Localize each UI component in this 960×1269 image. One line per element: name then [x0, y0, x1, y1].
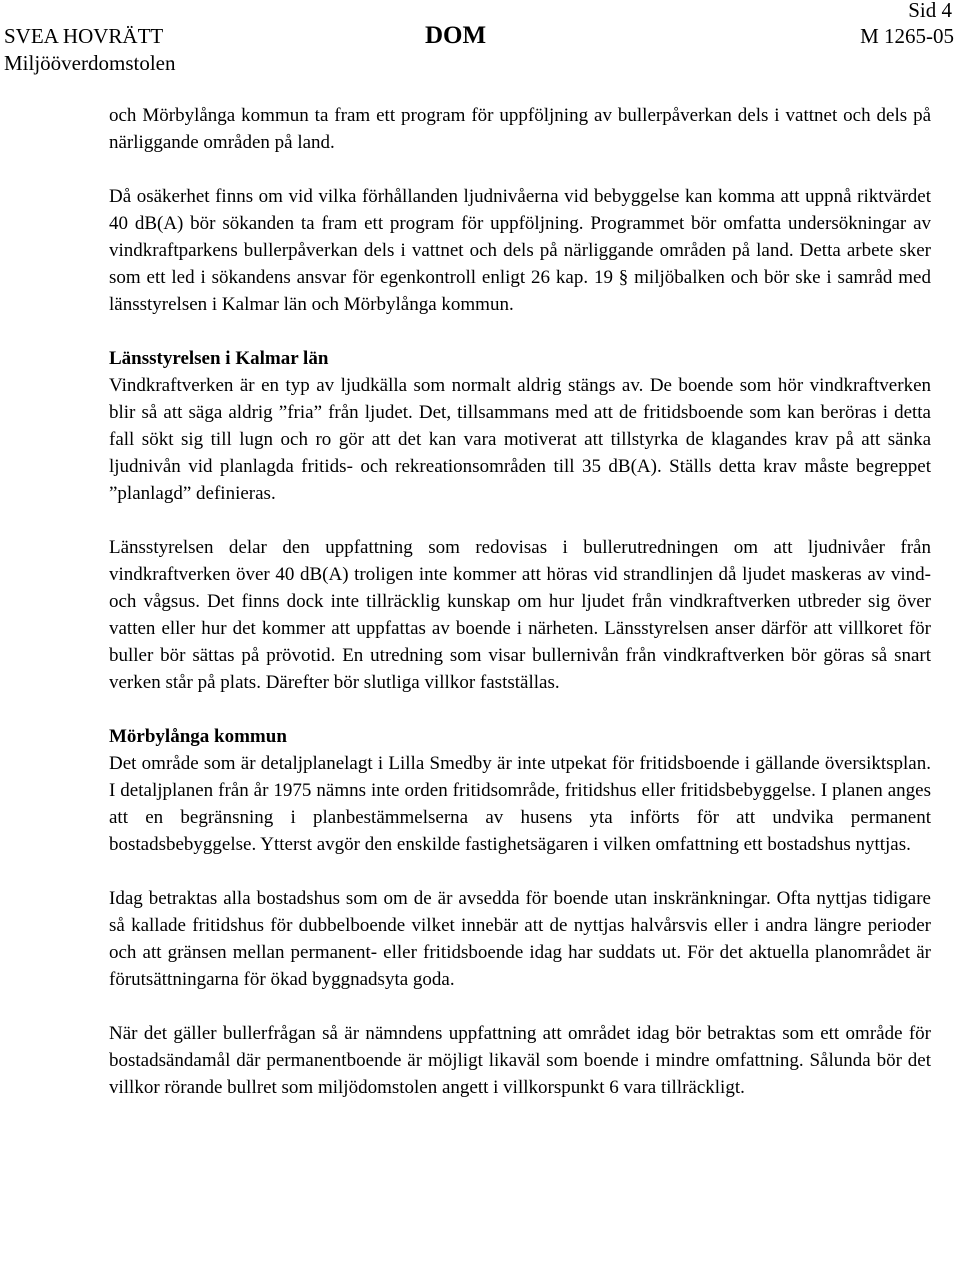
section-heading-lansstyrelsen: Länsstyrelsen i Kalmar län	[109, 348, 329, 369]
document-type: DOM	[425, 22, 487, 49]
paragraph: Vindkraftverken är en typ av ljudkälla som normalt aldrig stängs av. De boende som hör vindkraftverken blir så att säga aldrig ”fria” från ljudet. Det, tillsammans med att de fritidsboende som kan beröras i detta fall sökt sig till lugn och ro gör att det kan vara motiverat att tillstyrka de klagandes krav på att sänka ljudnivån vid planlagda fritids- och rekreationsområden till 35 dB(A). Ställs detta krav måste begreppet ”planlagd” definieras.	[109, 375, 931, 504]
case-number: M 1265-05	[860, 24, 954, 48]
section-heading-morbylanga: Mörbylånga kommun	[109, 726, 287, 747]
paragraph: och Mörbylånga kommun ta fram ett program för uppföljning av bullerpåverkan dels i vattnet och dels på närliggande områden på land.	[109, 105, 931, 153]
document-body	[109, 102, 931, 1101]
page-header	[0, 0, 960, 80]
paragraph: Det område som är detaljplanelagt i Lilla Smedby är inte utpekat för fritidsboende i gällande översiktsplan. I detaljplanen från år 1975 nämns inte orden fritidsområde, fritidshus eller fritidsbebyggelse. I planen anges att en begränsning i planbestämmelserna av husens yta införts för att undvika permanent bostadsbebyggelse. Ytterst avgör den enskilde fastighetsägaren i vilken omfattning ett bostadshus nyttjas.	[109, 753, 931, 855]
page-number: Sid 4	[908, 0, 952, 22]
paragraph: Idag betraktas alla bostadshus som om de är avsedda för boende utan inskränkningar. Ofta nyttjas tidigare så kallade fritidshus för dubbelboende vilket innebär att de nyttjas halvårsvis eller i andra längre perioder och att gränsen mellan permanent- eller fritidsboende idag har suddats ut. För det aktuella planområdet är förutsättningarna för ökad byggnadsyta goda.	[109, 888, 931, 990]
paragraph: Länsstyrelsen delar den uppfattning som redovisas i bullerutredningen om att ljudnivåer från vindkraftverken över 40 dB(A) troligen inte kommer att höras vid strandlinjen då ljudet maskeras av vind- och vågsus. Det finns dock inte tillräcklig kunskap om hur ljudet från vindkraftverken utbreder sig över vatten eller hur det kommer att uppfattas av boende i närheten. Länsstyrelsen anser därför att villkoret för buller bör sättas på prövotid. En utredning som visar bullernivån från vindkraftverken bör göras så snart verken står på plats. Därefter bör slutliga villkor fastställas.	[109, 537, 931, 693]
paragraph: När det gäller bullerfrågan så är nämndens uppfattning att området idag bör betraktas som ett område för bostadsändamål där permanentboende är möjligt likaväl som boende i mindre omfattning. Sålunda bör det villkor rörande bullret som miljödomstolen angett i villkorspunkt 6 vara tillräckligt.	[109, 1023, 931, 1098]
paragraph: Då osäkerhet finns om vid vilka förhållanden ljudnivåerna vid bebyggelse kan komma att uppnå riktvärdet 40 dB(A) bör sökanden ta fram ett program för uppföljning. Programmet bör omfatta undersökningar av vindkraftparkens bullerpåverkan dels i vattnet och dels på närliggande områden på land. Detta arbete sker som ett led i sökandens ansvar för egenkontroll enligt 26 kap. 19 § miljöbalken och bör ske i samråd med länsstyrelsen i Kalmar län och Mörbylånga kommun.	[109, 186, 931, 315]
court-name: SVEA HOVRÄTT	[4, 24, 164, 48]
court-division: Miljööverdomstolen	[4, 51, 176, 75]
